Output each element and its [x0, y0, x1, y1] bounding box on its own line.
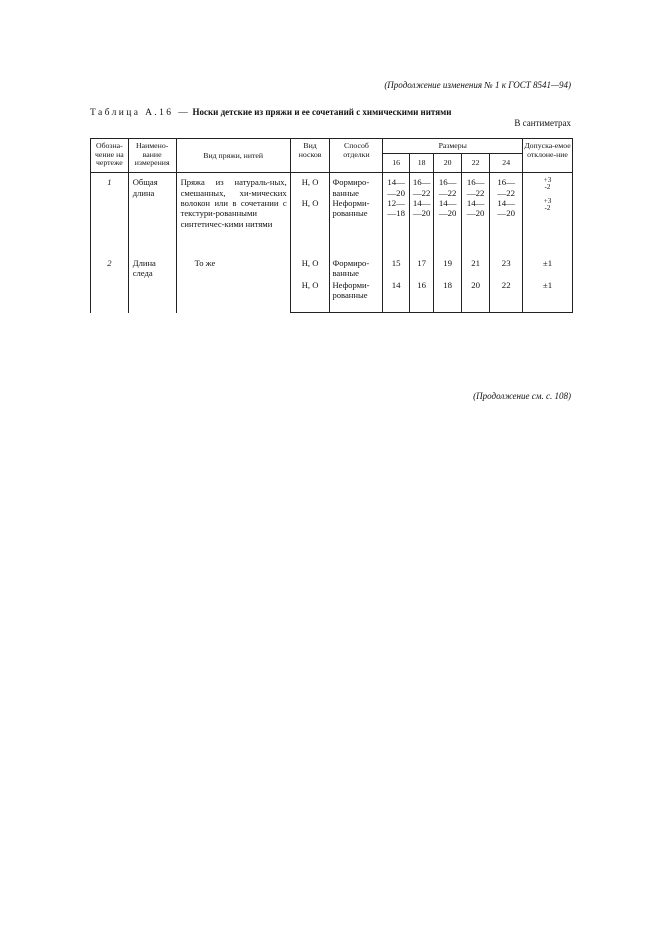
tolerance-cell: ±1 — [523, 280, 573, 313]
size-cell: 16 — [409, 280, 433, 313]
col-sock-type: Вид носков — [290, 139, 330, 173]
size-cell: 16— —22 — [409, 173, 433, 198]
row-finish: Формиро-ванные — [330, 173, 383, 198]
row-finish: Неформи-рованные — [330, 280, 383, 313]
row-yarn: Пряжа из натураль-ных, смешанных, хи-мических волокон или в сочетании с текстури-рованными синтетичес-кими нитями — [176, 173, 290, 258]
size-cell: 12— —18 — [383, 198, 409, 258]
size-cell: 17 — [409, 258, 433, 280]
size-cell: 14— —20 — [409, 198, 433, 258]
tolerance-cell — [523, 198, 573, 258]
size-cell: 16— —22 — [434, 173, 462, 198]
tolerance-plus: +3 — [543, 176, 552, 185]
col-designation: Обозна-чение на чертеже — [91, 139, 129, 173]
row-yarn: То же — [176, 258, 290, 313]
size-cell: 16— —22 — [490, 173, 523, 198]
table-name: Носки детские из пряжи и ее сочетаний с химическими нитями — [192, 107, 452, 117]
size-cell: 14 — [383, 280, 409, 313]
size-cell: 18 — [434, 280, 462, 313]
table-row — [91, 173, 573, 198]
size-22: 22 — [461, 153, 490, 173]
row-finish: Неформи-рованные — [330, 198, 383, 258]
tolerance-minus: -2 — [544, 204, 551, 212]
col-name: Наимено-вание измерения — [128, 139, 176, 173]
size-cell: 15 — [383, 258, 409, 280]
row-number: 2 — [91, 258, 129, 313]
spec-table — [90, 138, 573, 313]
size-cell: 22 — [490, 280, 523, 313]
tolerance-plus: +3 — [543, 197, 552, 205]
col-tolerance: Допуска-емое отклоне-ние — [523, 139, 573, 173]
tolerance-minus: -2 — [544, 183, 551, 192]
row-sock-type: Н, О — [290, 198, 330, 258]
header-note: (Продолжение изменения № 1 к ГОСТ 8541—94) — [384, 80, 571, 90]
col-yarn: Вид пряжи, нитей — [176, 139, 290, 173]
row-sock-type: Н, О — [290, 258, 330, 280]
header-row — [91, 139, 573, 154]
units-note: В сантиметрах — [514, 118, 571, 128]
row-sock-type: Н, О — [290, 280, 330, 313]
size-cell: 20 — [461, 280, 490, 313]
row-sock-type: Н, О — [290, 173, 330, 198]
table-row — [91, 258, 573, 280]
size-cell: 14— —20 — [461, 198, 490, 258]
size-cell: 14— —20 — [383, 173, 409, 198]
table-title — [90, 107, 451, 118]
tolerance-cell: ±1 — [523, 258, 573, 280]
size-cell: 14— —20 — [434, 198, 462, 258]
col-sizes: Размеры — [383, 139, 523, 154]
size-cell: 23 — [490, 258, 523, 280]
table-label: Таблица А.16 — — [90, 108, 191, 118]
size-cell: 16— —22 — [461, 173, 490, 198]
row-number: 1 — [91, 173, 129, 258]
size-20: 20 — [434, 153, 462, 173]
size-cell: 19 — [434, 258, 462, 280]
row-name: Длина следа — [128, 258, 176, 313]
col-finish: Способ отделки — [330, 139, 383, 173]
footer-note: (Продолжение см. с. 108) — [473, 391, 571, 401]
size-16: 16 — [383, 153, 409, 173]
size-cell: 21 — [461, 258, 490, 280]
size-24: 24 — [490, 153, 523, 173]
tolerance-cell — [523, 173, 573, 198]
size-18: 18 — [409, 153, 433, 173]
row-finish: Формиро-ванные — [330, 258, 383, 280]
size-cell: 14— —20 — [490, 198, 523, 258]
row-name: Общая длина — [128, 173, 176, 258]
